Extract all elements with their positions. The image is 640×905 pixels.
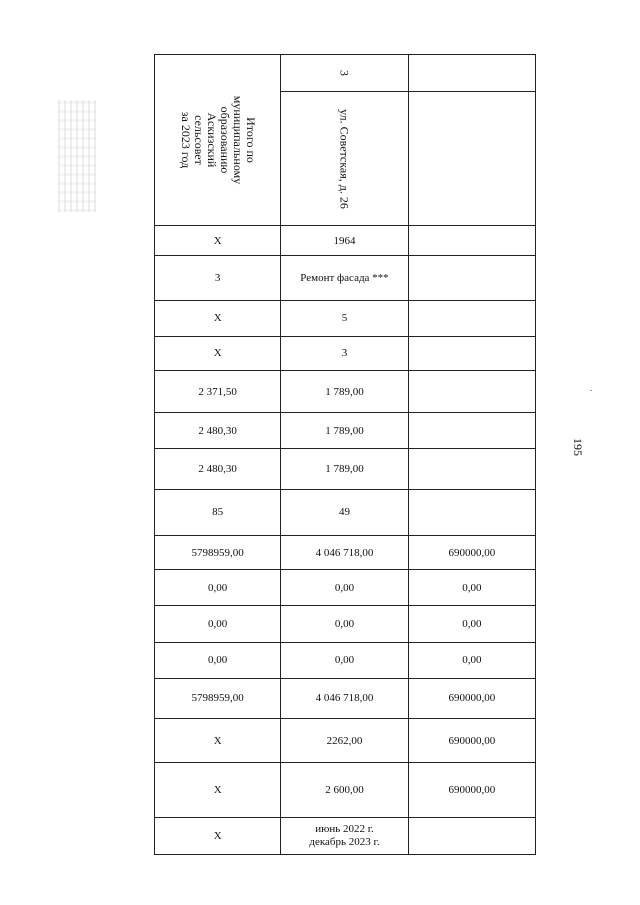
building-cell: 0,00 <box>281 606 408 642</box>
table-row <box>155 642 536 678</box>
table-row <box>155 678 536 718</box>
table-row <box>155 535 536 569</box>
extra-cell: 0,00 <box>408 606 535 642</box>
building-cell: 0,00 <box>281 570 408 606</box>
extra-cell <box>408 336 535 370</box>
building-cell: 5 <box>281 300 408 336</box>
total-cell: 0,00 <box>155 570 281 606</box>
table-row <box>155 606 536 642</box>
total-cell: 5798959,00 <box>155 678 281 718</box>
extra-cell <box>408 370 535 412</box>
index-label: 3 <box>337 70 352 77</box>
extra-cell <box>408 413 535 449</box>
scan-dot <box>590 390 592 391</box>
total-cell: 2 480,30 <box>155 413 281 449</box>
building-cell: 2 600,00 <box>281 763 408 817</box>
total-cell: X <box>155 300 281 336</box>
building-cell: 3 <box>281 336 408 370</box>
total-cell: 0,00 <box>155 642 281 678</box>
empty-cell <box>408 55 535 92</box>
total-cell: X <box>155 817 281 854</box>
extra-cell <box>408 449 535 489</box>
table-row <box>155 719 536 763</box>
total-cell: 3 <box>155 256 281 300</box>
table-row <box>155 370 536 412</box>
total-header-cell <box>155 55 281 226</box>
table-row <box>155 226 536 256</box>
building-cell: 49 <box>281 489 408 535</box>
total-cell: 85 <box>155 489 281 535</box>
total-cell: 5798959,00 <box>155 535 281 569</box>
extra-cell <box>408 489 535 535</box>
table-row <box>155 489 536 535</box>
building-cell: 0,00 <box>281 642 408 678</box>
extra-cell: 0,00 <box>408 642 535 678</box>
extra-cell: 690000,00 <box>408 719 535 763</box>
total-header-label: Итого по муниципальному образованию Аскизский сельсовет за 2023 год <box>178 95 258 185</box>
extra-cell <box>408 817 535 854</box>
table-row <box>155 449 536 489</box>
table-row <box>155 413 536 449</box>
extra-cell <box>408 256 535 300</box>
total-cell: X <box>155 763 281 817</box>
building-cell: 2262,00 <box>281 719 408 763</box>
index-cell <box>281 55 408 92</box>
total-cell: 2 480,30 <box>155 449 281 489</box>
building-cell: 4 046 718,00 <box>281 678 408 718</box>
table-row <box>155 300 536 336</box>
building-cell: 1 789,00 <box>281 449 408 489</box>
total-cell: 0,00 <box>155 606 281 642</box>
extra-cell: 690000,00 <box>408 763 535 817</box>
total-cell: 2 371,50 <box>155 370 281 412</box>
extra-cell: 0,00 <box>408 570 535 606</box>
stamp-mark <box>58 100 96 212</box>
extra-cell: 690000,00 <box>408 678 535 718</box>
extra-cell: 690000,00 <box>408 535 535 569</box>
address-label: ул. Советская, д. 26 <box>337 108 352 209</box>
building-cell: Ремонт фасада *** <box>281 256 408 300</box>
table-row <box>155 336 536 370</box>
page-number: 195 <box>571 438 585 456</box>
building-cell: 4 046 718,00 <box>281 535 408 569</box>
extra-cell <box>408 300 535 336</box>
empty-cell <box>408 92 535 226</box>
total-cell: X <box>155 336 281 370</box>
total-cell: X <box>155 719 281 763</box>
table-row <box>155 256 536 300</box>
extra-cell <box>408 226 535 256</box>
table-row <box>155 763 536 817</box>
building-cell: 1 789,00 <box>281 413 408 449</box>
data-table <box>154 54 536 855</box>
address-cell <box>281 92 408 226</box>
table-row <box>155 817 536 854</box>
building-cell: 1964 <box>281 226 408 256</box>
building-cell: 1 789,00 <box>281 370 408 412</box>
building-cell: июнь 2022 г. декабрь 2023 г. <box>281 817 408 854</box>
total-cell: X <box>155 226 281 256</box>
table-row <box>155 55 536 92</box>
table-row <box>155 570 536 606</box>
